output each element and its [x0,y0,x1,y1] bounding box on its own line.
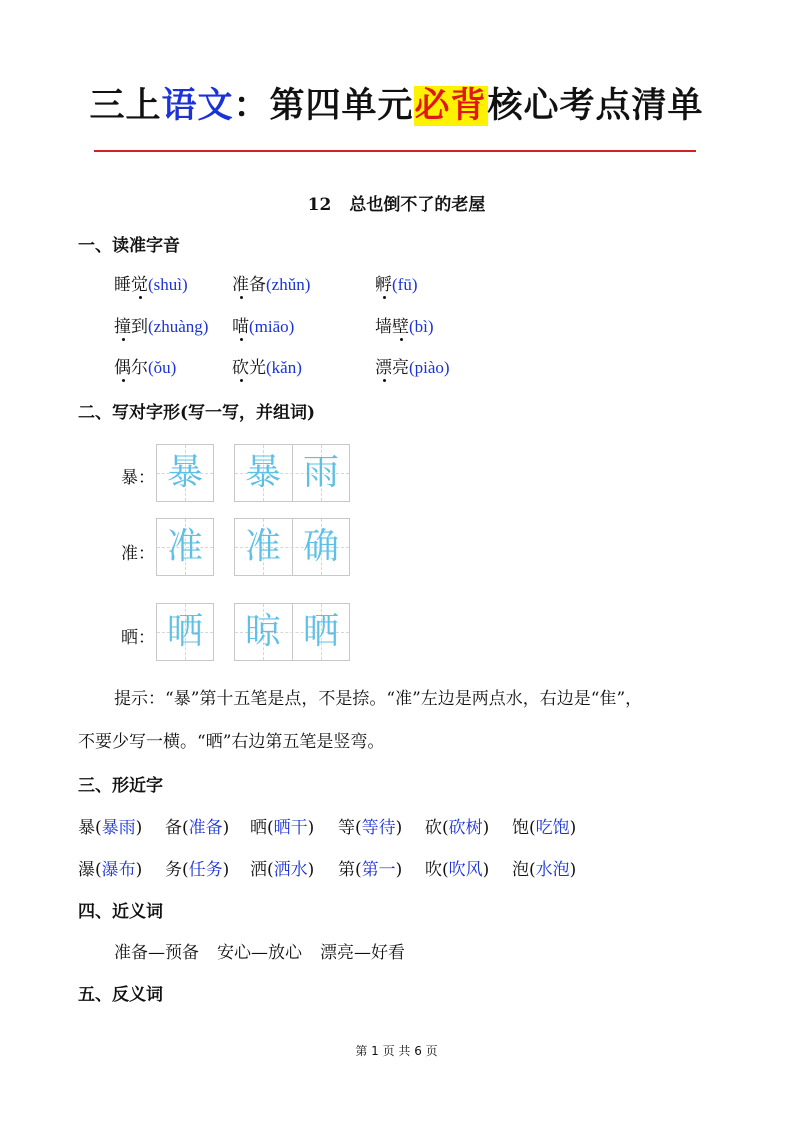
pronunciation-item [232,312,294,337]
pinyin: (shuì) [148,275,188,294]
pronunciation-item [114,270,188,295]
similar-char-pair [512,855,576,880]
writing-tip [78,678,728,764]
similar-char: 务 [165,860,182,880]
similar-char-pair [250,813,314,838]
paren-close: ) [569,818,577,838]
target-char: 撞 [114,317,131,337]
writing-grid-single [156,603,214,661]
similar-char: 瀑 [78,860,95,880]
paren-close: ) [307,818,315,838]
pinyin: (kǎn) [266,358,302,377]
paren-open: ( [442,860,449,880]
word-char: 尔 [131,358,148,378]
writing-char: 暴 [166,452,203,493]
paren-open: ( [182,818,189,838]
similar-char: 饱 [512,818,529,838]
paren-open: ( [267,818,274,838]
writing-label: 准： [121,544,155,564]
writing-char: 雨 [302,452,339,493]
lesson-number: 12 [307,195,332,215]
similar-char-pair [425,855,489,880]
writing-char: 晒 [166,611,203,652]
similar-char-word: 准备 [188,818,223,838]
paren-open: ( [95,818,102,838]
title-highlight: 必背 [414,86,487,126]
paren-open: ( [95,860,102,880]
synonym-pair: 漂亮—好看 [320,943,405,963]
title-divider [94,150,696,152]
similar-char-word: 砍树 [448,818,483,838]
word-char: 光 [249,358,266,378]
writing-grid-word [234,518,350,576]
target-char: 壁 [392,317,409,337]
similar-char: 晒 [250,818,267,838]
paren-close: ) [135,818,143,838]
pinyin: (ǒu) [148,358,177,377]
similar-char-pair [165,855,229,880]
pronunciation-item [232,353,302,378]
paren-open: ( [267,860,274,880]
paren-open: ( [182,860,189,880]
pinyin: (zhǔn) [266,275,311,294]
word-char: 睡 [114,275,131,295]
section-heading-antonyms: 五、反义词 [78,985,163,1005]
writing-char: 晒 [302,611,339,652]
similar-char-word: 吹风 [448,860,483,880]
similar-char-word: 暴雨 [101,818,136,838]
similar-char-word: 瀑布 [101,860,136,880]
writing-char: 准 [166,526,203,567]
paren-close: ) [307,860,315,880]
paren-open: ( [355,860,362,880]
section-heading-writing: 二、写对字形(写一写，并组词) [78,403,316,423]
similar-char: 吹 [425,860,442,880]
pronunciation-item [375,312,434,337]
paren-close: ) [482,818,490,838]
similar-char-pair [338,855,402,880]
similar-char-word: 任务 [188,860,223,880]
similar-char-word: 洒水 [273,860,308,880]
title-part1: 三上 [89,86,162,126]
similar-char: 泡 [512,860,529,880]
paren-open: ( [529,818,536,838]
word-char: 备 [249,275,266,295]
writing-grid-word [234,603,350,661]
paren-close: ) [222,818,230,838]
pronunciation-item [375,353,450,378]
word-char: 亮 [392,358,409,378]
target-char: 漂 [375,358,392,378]
page-title [0,78,793,128]
similar-char-pair [78,813,142,838]
writing-label: 暴： [121,468,155,488]
similar-char-pair [425,813,489,838]
synonym-pair: 准备—预备 [114,943,199,963]
pronunciation-item [114,312,208,337]
similar-char: 洒 [250,860,267,880]
page-footer: 第 1 页 共 6 页 [355,1044,438,1058]
writing-char: 确 [302,526,339,567]
target-char: 孵 [375,275,392,295]
paren-close: ) [569,860,577,880]
similar-char: 等 [338,818,355,838]
word-char: 到 [131,317,148,337]
writing-grid-single [156,444,214,502]
writing-char: 暴 [244,452,281,493]
writing-char: 晾 [244,611,281,652]
lesson-name: 总也倒不了的老屋 [349,195,486,215]
section-heading-synonyms: 四、近义词 [78,902,163,922]
paren-close: ) [395,818,403,838]
similar-char-word: 吃饱 [535,818,570,838]
pinyin: (zhuàng) [148,317,209,336]
target-char: 偶 [114,358,131,378]
section-heading-similar-chars: 三、形近字 [78,776,163,796]
writing-label: 晒： [121,628,155,648]
paren-open: ( [529,860,536,880]
pinyin: (miāo) [249,317,295,336]
similar-char-word: 晒干 [273,818,308,838]
pinyin: (piào) [409,358,450,377]
writing-char: 准 [244,526,281,567]
similar-char-pair [338,813,402,838]
paren-open: ( [355,818,362,838]
pronunciation-item [232,270,310,295]
tip-line: 不要少写一横。“晒”右边第五笔是竖弯。 [78,732,385,752]
similar-char: 备 [165,818,182,838]
section-heading-pronunciation: 一、读准字音 [78,236,180,256]
paren-close: ) [135,860,143,880]
tip-line: 提示：“暴”第十五笔是点，不是捺。“准”左边是两点水，右边是“隹”， [114,689,643,709]
paren-close: ) [222,860,230,880]
similar-char-pair [250,855,314,880]
writing-grid-word [234,444,350,502]
title-part2: 语文 [161,86,234,126]
similar-char: 砍 [425,818,442,838]
paren-close: ) [395,860,403,880]
pinyin: (fū) [392,275,418,294]
pronunciation-item [114,353,176,378]
similar-char: 暴 [78,818,95,838]
similar-char: 第 [338,860,355,880]
writing-grid-single [156,518,214,576]
similar-char-pair [512,813,576,838]
similar-char-word: 等待 [361,818,396,838]
pronunciation-item [375,270,417,295]
similar-char-pair [78,855,142,880]
target-char: 砍 [232,358,249,378]
target-char: 准 [232,275,249,295]
title-part3: ：第四单元 [233,86,414,126]
pinyin: (bì) [409,317,434,336]
synonyms-list [114,938,423,963]
word-char: 墙 [375,317,392,337]
similar-char-word: 第一 [361,860,396,880]
target-char: 觉 [131,275,148,295]
target-char: 喵 [232,317,249,337]
title-part5: 核心考点清单 [487,86,704,126]
paren-open: ( [442,818,449,838]
similar-char-pair [165,813,229,838]
paren-close: ) [482,860,490,880]
synonym-pair: 安心—放心 [217,943,302,963]
similar-char-word: 水泡 [535,860,570,880]
lesson-heading [0,190,793,215]
